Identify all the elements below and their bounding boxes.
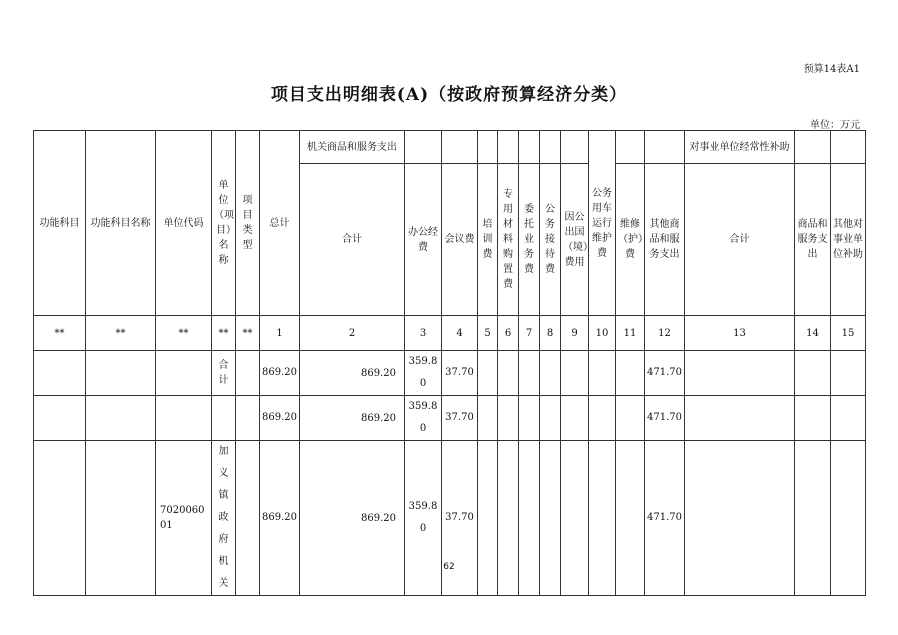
cell-func-name bbox=[86, 351, 156, 396]
header-subsidy-total: 合计 bbox=[685, 164, 795, 316]
cell-func-name bbox=[86, 441, 156, 596]
header-blank-3 bbox=[478, 131, 498, 164]
index-cell: 15 bbox=[831, 316, 866, 351]
cell-office: 359.80 bbox=[405, 351, 442, 396]
header-group-goods-services: 机关商品和服务支出 bbox=[300, 131, 405, 164]
cell-reception bbox=[540, 396, 561, 441]
header-blank-6 bbox=[540, 131, 561, 164]
cell-reception bbox=[540, 441, 561, 596]
cell-func bbox=[34, 351, 86, 396]
cell-type bbox=[236, 441, 260, 596]
header-blank-2 bbox=[442, 131, 478, 164]
cell-entrusted bbox=[519, 351, 540, 396]
index-cell: ** bbox=[34, 316, 86, 351]
header-blank-5 bbox=[519, 131, 540, 164]
cell-other: 471.70 bbox=[645, 441, 685, 596]
header-group-subsidy: 对事业单位经常性补助 bbox=[685, 131, 795, 164]
header-subsidy-other: 其他对事业单位补助 bbox=[831, 164, 866, 316]
header-blank-8 bbox=[616, 131, 645, 164]
cell-sub-goods bbox=[795, 396, 831, 441]
cell-sub-goods bbox=[795, 351, 831, 396]
header-vehicle: 公务用车运行维护费 bbox=[589, 131, 616, 316]
cell-name: 合计 bbox=[212, 351, 236, 396]
cell-materials bbox=[498, 396, 519, 441]
table-row bbox=[34, 351, 866, 396]
cell-materials bbox=[498, 441, 519, 596]
header-blank-9 bbox=[645, 131, 685, 164]
cell-total: 869.20 bbox=[260, 441, 300, 596]
cell-sub-other bbox=[831, 441, 866, 596]
cell-maintenance bbox=[616, 396, 645, 441]
cell-training bbox=[478, 351, 498, 396]
cell-office: 359.80 bbox=[405, 441, 442, 596]
header-entrusted: 委托业务费 bbox=[519, 164, 540, 316]
index-cell: 2 bbox=[300, 316, 405, 351]
cell-sub-total bbox=[685, 351, 795, 396]
table-code: 预算14表A1 bbox=[803, 64, 860, 75]
header-abroad: 因公出国（境）费用 bbox=[561, 164, 589, 316]
index-cell: 8 bbox=[540, 316, 561, 351]
index-cell: 5 bbox=[478, 316, 498, 351]
cell-sub-total bbox=[685, 396, 795, 441]
header-subtotal: 合计 bbox=[300, 164, 405, 316]
header-meeting: 会议费 bbox=[442, 164, 478, 316]
header-blank-11 bbox=[831, 131, 866, 164]
cell-sub-other bbox=[831, 396, 866, 441]
cell-sub-other bbox=[831, 351, 866, 396]
header-training: 培训费 bbox=[478, 164, 498, 316]
header-total: 总计 bbox=[260, 131, 300, 316]
index-cell: 13 bbox=[685, 316, 795, 351]
header-office: 办公经费 bbox=[405, 164, 442, 316]
cell-vehicle bbox=[589, 441, 616, 596]
cell-code: 702006001 bbox=[156, 441, 212, 596]
cell-training bbox=[478, 441, 498, 596]
cell-abroad bbox=[561, 441, 589, 596]
cell-sub-goods bbox=[795, 441, 831, 596]
index-cell: ** bbox=[236, 316, 260, 351]
header-maintenance: 维修（护）费 bbox=[616, 164, 645, 316]
cell-name bbox=[212, 396, 236, 441]
cell-other: 471.70 bbox=[645, 351, 685, 396]
expenditure-table bbox=[33, 130, 866, 596]
header-special-materials: 专用材料购置费 bbox=[498, 164, 519, 316]
index-cell: 1 bbox=[260, 316, 300, 351]
cell-abroad bbox=[561, 396, 589, 441]
header-subsidy-goods: 商品和服务支出 bbox=[795, 164, 831, 316]
cell-other: 471.70 bbox=[645, 396, 685, 441]
header-blank-7 bbox=[561, 131, 589, 164]
cell-sub-total bbox=[685, 441, 795, 596]
cell-maintenance bbox=[616, 441, 645, 596]
cell-meeting: 37.70 bbox=[442, 351, 478, 396]
cell-subtotal: 869.20 bbox=[300, 351, 405, 396]
page-number: 62 bbox=[443, 562, 455, 572]
cell-entrusted bbox=[519, 396, 540, 441]
cell-maintenance bbox=[616, 351, 645, 396]
cell-func-name bbox=[86, 396, 156, 441]
cell-reception bbox=[540, 351, 561, 396]
header-unit-code: 单位代码 bbox=[156, 131, 212, 316]
cell-total: 869.20 bbox=[260, 351, 300, 396]
cell-code bbox=[156, 351, 212, 396]
index-cell: 12 bbox=[645, 316, 685, 351]
cell-type bbox=[236, 396, 260, 441]
cell-type bbox=[236, 351, 260, 396]
header-blank-4 bbox=[498, 131, 519, 164]
index-cell: 7 bbox=[519, 316, 540, 351]
cell-vehicle bbox=[589, 351, 616, 396]
header-project-type: 项目类型 bbox=[236, 131, 260, 316]
cell-materials bbox=[498, 351, 519, 396]
cell-meeting: 37.70 bbox=[442, 396, 478, 441]
index-cell: ** bbox=[86, 316, 156, 351]
index-cell: 4 bbox=[442, 316, 478, 351]
cell-func bbox=[34, 441, 86, 596]
cell-meeting: 37.70 bbox=[442, 441, 478, 596]
index-cell: 14 bbox=[795, 316, 831, 351]
index-cell: 10 bbox=[589, 316, 616, 351]
header-other-goods: 其他商品和服务支出 bbox=[645, 164, 685, 316]
table-row bbox=[34, 396, 866, 441]
header-reception: 公务接待费 bbox=[540, 164, 561, 316]
cell-name: 加义镇政府机关 bbox=[212, 441, 236, 596]
header-blank-1 bbox=[405, 131, 442, 164]
cell-subtotal: 869.20 bbox=[300, 441, 405, 596]
header-blank-10 bbox=[795, 131, 831, 164]
cell-subtotal: 869.20 bbox=[300, 396, 405, 441]
index-cell: 11 bbox=[616, 316, 645, 351]
cell-entrusted bbox=[519, 441, 540, 596]
page-title: 项目支出明细表(A)（按政府预算经济分类） bbox=[270, 85, 628, 105]
cell-vehicle bbox=[589, 396, 616, 441]
cell-office: 359.80 bbox=[405, 396, 442, 441]
cell-training bbox=[478, 396, 498, 441]
header-func-subject: 功能科目 bbox=[34, 131, 86, 316]
index-cell: 3 bbox=[405, 316, 442, 351]
cell-func bbox=[34, 396, 86, 441]
cell-abroad bbox=[561, 351, 589, 396]
index-cell: ** bbox=[212, 316, 236, 351]
index-cell: 6 bbox=[498, 316, 519, 351]
index-cell: ** bbox=[156, 316, 212, 351]
unit-label: 单位：万元 bbox=[810, 120, 860, 131]
table-row bbox=[34, 441, 866, 596]
cell-code bbox=[156, 396, 212, 441]
cell-total: 869.20 bbox=[260, 396, 300, 441]
header-func-subject-name: 功能科目名称 bbox=[86, 131, 156, 316]
index-cell: 9 bbox=[561, 316, 589, 351]
header-unit-project-name: 单位（项目）名称 bbox=[212, 131, 236, 316]
